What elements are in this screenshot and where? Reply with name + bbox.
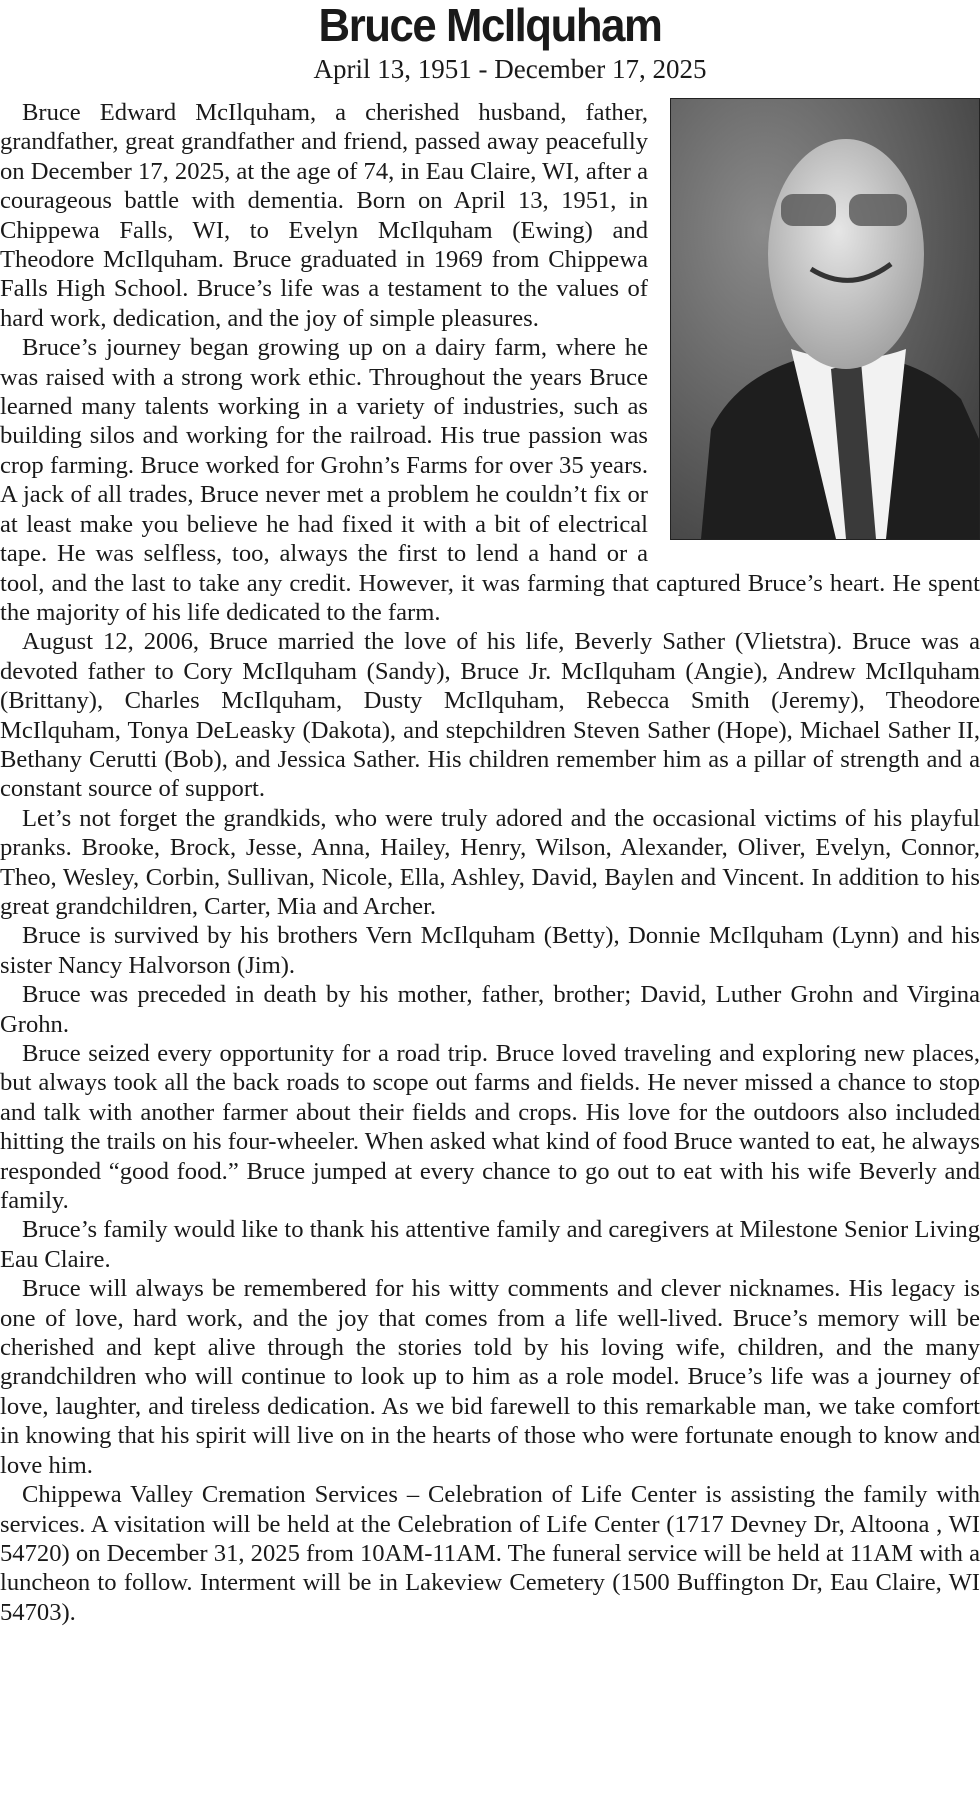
paragraph-road-trips: Bruce seized every opportunity for a road trip. Bruce loved traveling and exploring new places, but always took all the back roads to scope out farms and fields. He never missed a chance to stop and talk with another farmer about their fields and crops. His love for the outdoors also included hitting the trails on his four-wheeler. When asked what kind of food Bruce wanted to eat, he always responded “good food.” Bruce jumped at every chance to go out to eat with his wife Beverly and family. xyxy=(0,1040,980,1215)
paragraph-journey: Bruce’s journey began growing up on a dairy farm, where he was raised with a strong work ethic. Throughout the years Bruce learned many talents working in a variety of industries, such as building silos and working for the railroad. His true passion was crop farming. Bruce worked for Grohn’s Farms for over 35 years. A jack of all trades, Bruce never met a problem he couldn’t fix or at least make you believe he had fixed it with a bit of electrical tape. He was selfless, too, always the first to lend a hand or a tool, and the last to take any credit. However, it was farming that captured Bruce’s heart. He spent the majority of his life dedicated to the farm. xyxy=(0,334,980,626)
obituary-body xyxy=(0,98,980,1627)
paragraph-thanks: Bruce’s family would like to thank his attentive family and caregivers at Milestone Senior Living Eau Claire. xyxy=(0,1216,980,1273)
paragraph-services: Chippewa Valley Cremation Services – Celebration of Life Center is assisting the family with services. A visitation will be held at the Celebration of Life Center (1717 Devney Dr, Altoona , WI 54720) on December 31, 2025 from 10AM-11AM. The funeral service will be held at 11AM with a luncheon to follow. Interment will be in Lakeview Cemetery (1500 Buffington Dr, Eau Claire, WI 54703). xyxy=(0,1481,980,1626)
paragraph-preceded-by: Bruce was preceded in death by his mother, father, brother; David, Luther Grohn and Virgina Grohn. xyxy=(0,981,980,1038)
portrait-image xyxy=(671,99,979,539)
paragraph-intro: Bruce Edward McIlquham, a cherished husband, father, grandfather, great grandfather and friend, passed away peacefully on December 17, 2025, at the age of 74, in Eau Claire, WI, after a courageous battle with dementia. Born on April 13, 1951, in Chippewa Falls, WI, to Evelyn McIlquham (Ewing) and Theodore McIlquham. Bruce graduated in 1969 from Chippewa Falls High School. Bruce’s life was a testament to the values of hard work, dedication, and the joy of simple pleasures. xyxy=(0,99,648,332)
life-dates: April 13, 1951 - December 17, 2025 xyxy=(313,54,707,84)
paragraph-family: August 12, 2006, Bruce married the love of his life, Beverly Sather (Vlietstra). Bruce was a devoted father to Cory McIlquham (Sandy), Bruce Jr. McIlquham (Angie), Andrew McIlquham (Brittany), Charles McIlquham, Dusty McIlquham, Rebecca Smith (Jeremy), Theodore McIlquham, Tonya DeLeasky (Dakota), and stepchildren Steven Sather (Hope), Michael Sather II, Bethany Cerutti (Bob), and Jessica Sather. His children remember him as a pillar of strength and a constant source of support. xyxy=(0,628,980,803)
paragraph-grandchildren: Let’s not forget the grandkids, who were truly adored and the occasional victims of his playful pranks. Brooke, Brock, Jesse, Anna, Hailey, Henry, Wilson, Alexander, Oliver, Evelyn, Connor, Theo, Wesley, Corbin, Sullivan, Nicole, Ella, Ashley, David, Baylen and Vincent. In addition to his great grandchildren, Carter, Mia and Archer. xyxy=(0,804,980,920)
obituary-name: Bruce McIlquham xyxy=(318,0,662,51)
paragraph-legacy: Bruce will always be remembered for his witty comments and clever nicknames. His legacy is one of love, hard work, and the joy that comes from a life well-lived. Bruce’s memory will be cherished and kept alive through the stories told by his loving wife, children, and the many grandchildren who will continue to look up to him as a role model. Bruce’s life was a journey of love, laughter, and tireless dedication. As we bid farewell to this remarkable man, we take comfort in knowing that his spirit will live on in the hearts of those who were fortunate enough to know and love him. xyxy=(0,1275,980,1479)
portrait-photo xyxy=(670,98,980,540)
paragraph-survived-by: Bruce is survived by his brothers Vern McIlquham (Betty), Donnie McIlquham (Lynn) and his sister Nancy Halvorson (Jim). xyxy=(0,922,980,979)
